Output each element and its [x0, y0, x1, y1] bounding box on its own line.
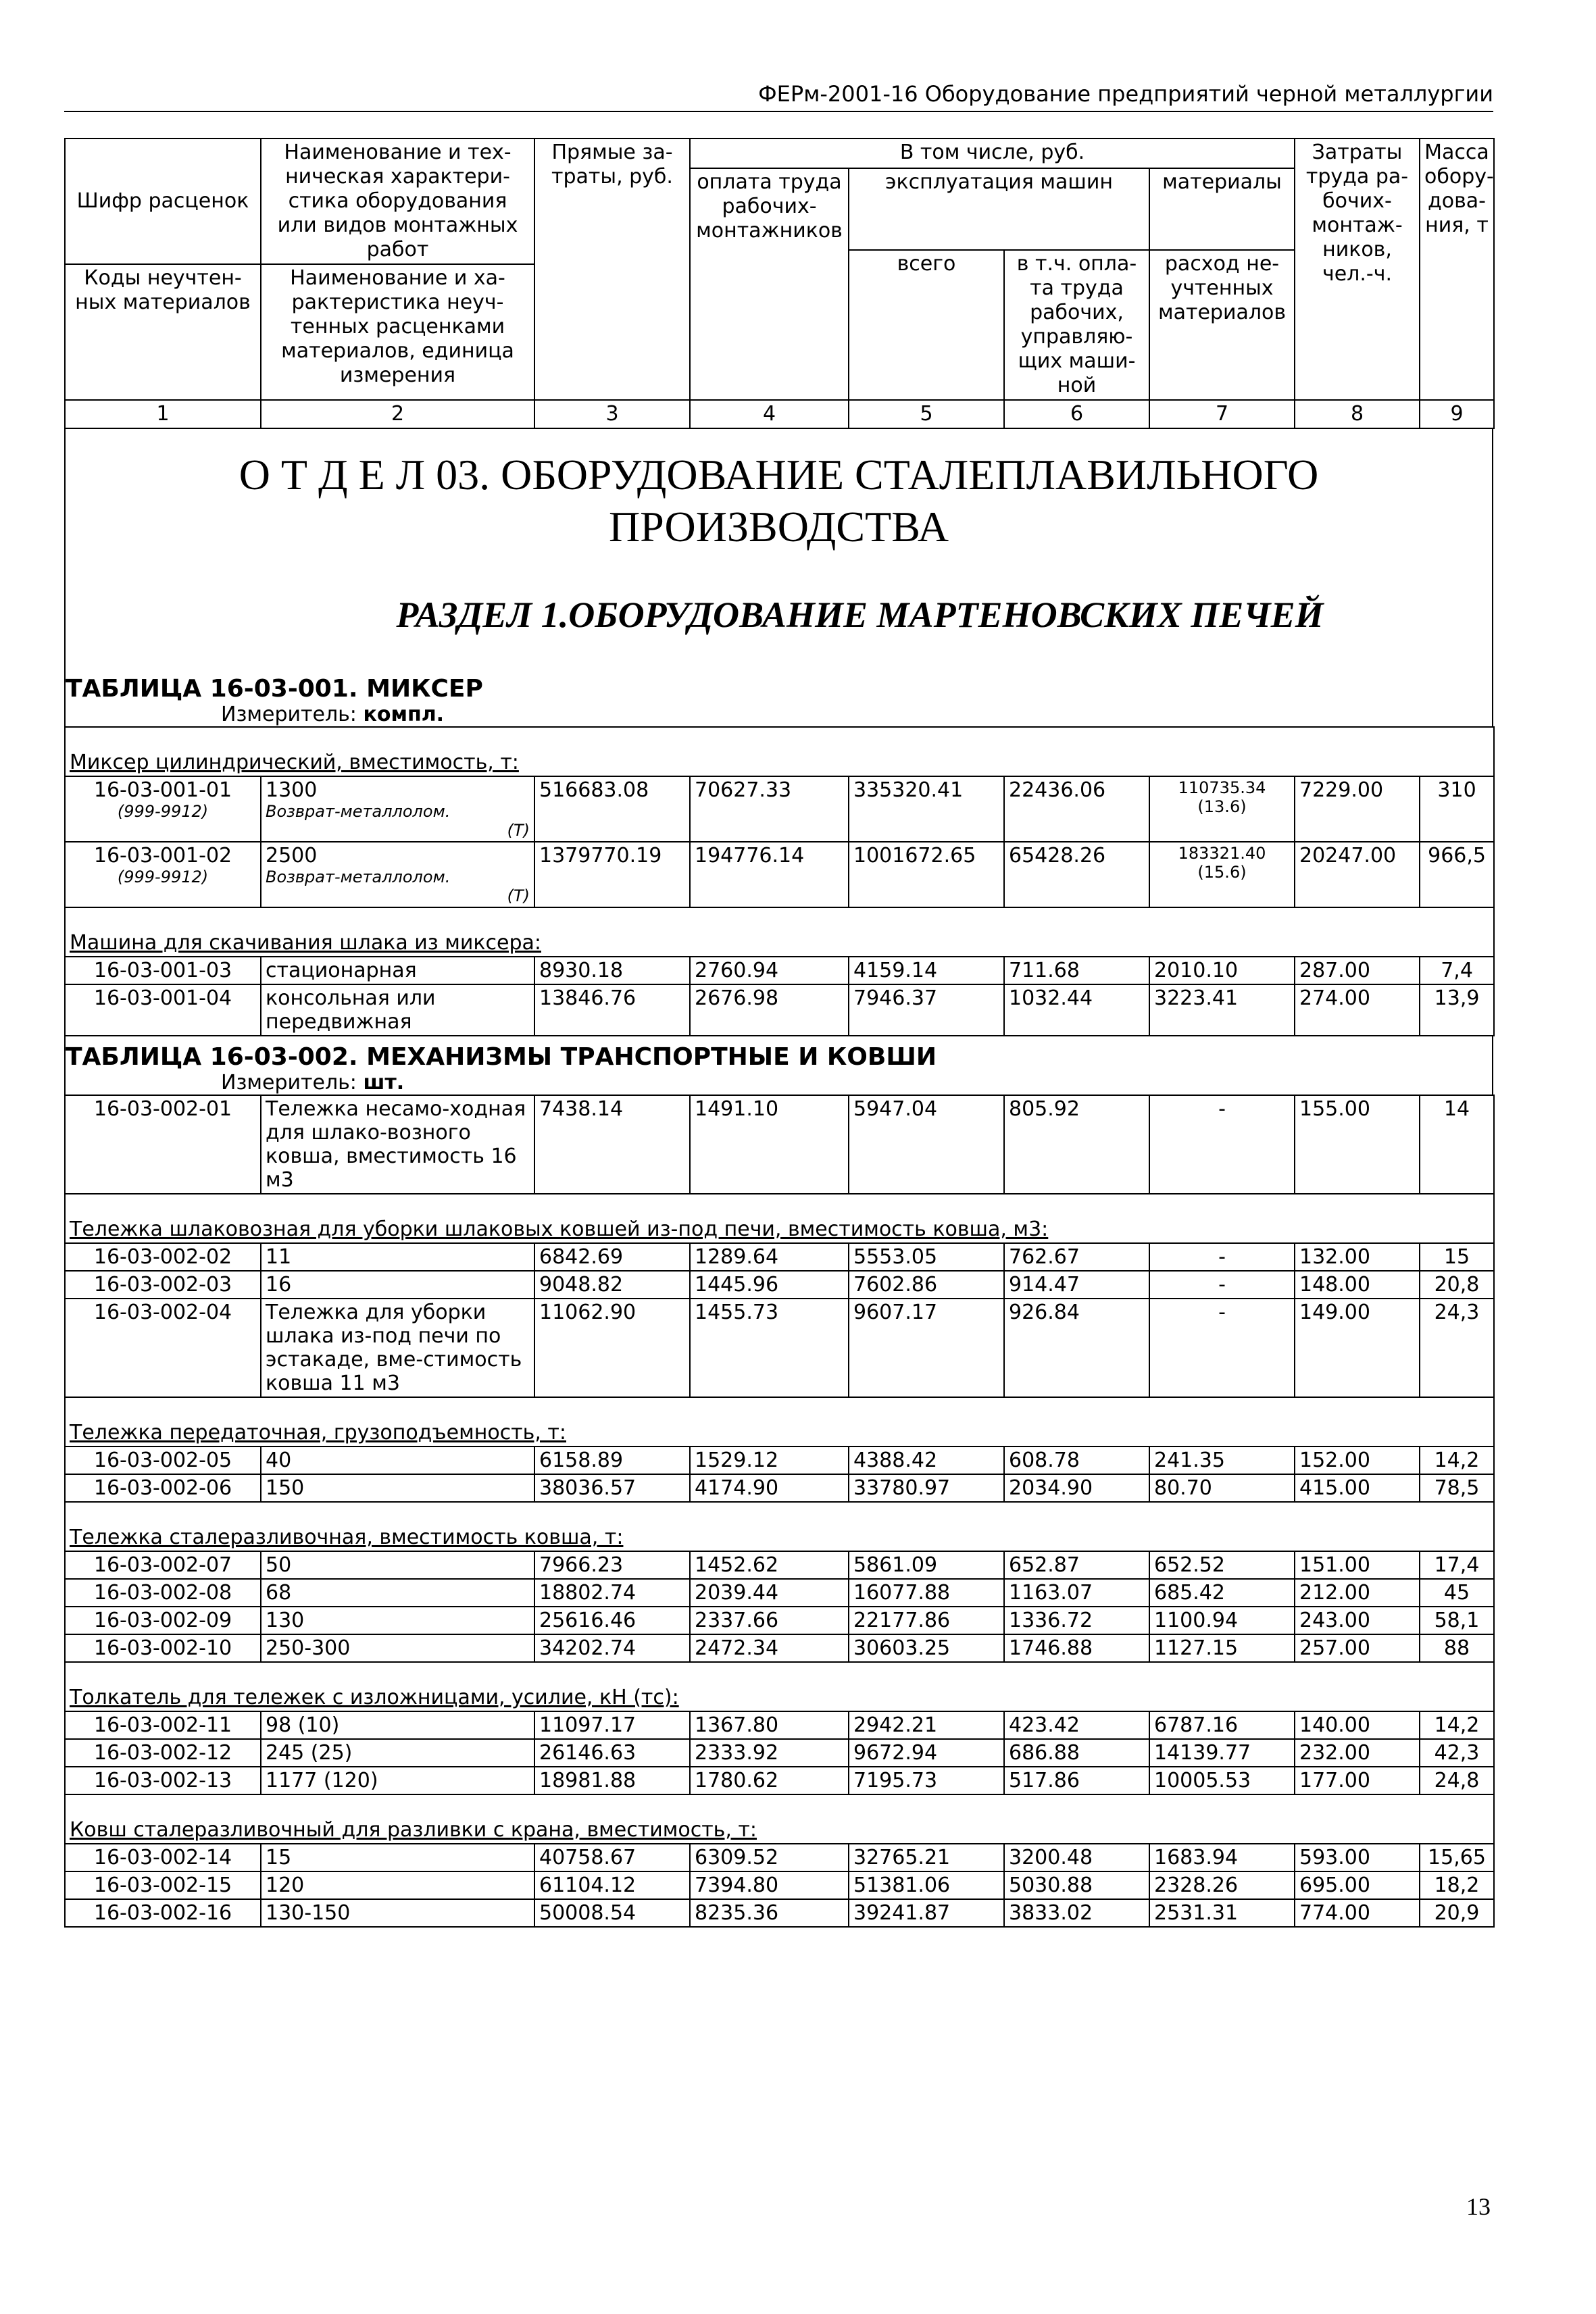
header-code-bottom: Коды неучтен-ных материалов — [65, 264, 261, 400]
value-c8: 155.00 — [1295, 1095, 1420, 1194]
value-c6: 652.87 — [1004, 1551, 1149, 1579]
value-c3: 11062.90 — [534, 1299, 690, 1397]
header-direct-costs: Прямые за-траты, руб. — [534, 139, 690, 400]
group-title: Миксер цилиндрический, вместимость, т: — [65, 727, 1494, 776]
value-c6: 711.68 — [1004, 957, 1149, 984]
value-c3: 11097.17 — [534, 1711, 690, 1739]
value-c5: 9672.94 — [849, 1739, 1004, 1767]
header-labor: оплата труда рабочих-монтажников — [690, 168, 849, 400]
value-c8: 152.00 — [1295, 1447, 1420, 1474]
table1-body — [64, 726, 1495, 1036]
table-row — [65, 1844, 1494, 1871]
value-c3: 13846.76 — [534, 984, 690, 1036]
rate-code: 16-03-002-11 — [65, 1711, 261, 1739]
group-row — [65, 907, 1494, 957]
value-c9: 78,5 — [1420, 1474, 1494, 1502]
material-unit: (Т) — [507, 886, 530, 905]
work-name: консольная или передвижная — [261, 984, 534, 1036]
header-name-bottom: Наименование и ха-рактеристика неуч-тенных расценками материалов, единица измерения — [261, 264, 534, 400]
value-c7-cell — [1149, 842, 1295, 907]
table-row — [65, 1095, 1494, 1194]
value-c9: 58,1 — [1420, 1607, 1494, 1634]
value-c9: 20,9 — [1420, 1899, 1494, 1927]
value-c6: 22436.06 — [1004, 776, 1149, 842]
value-c7: 2328.26 — [1149, 1871, 1295, 1899]
otdel-line: ПРОИЗВОДСТВА — [608, 502, 949, 551]
value-c3: 6842.69 — [534, 1243, 690, 1271]
rate-code: 16-03-002-12 — [65, 1739, 261, 1767]
rate-code: 16-03-002-16 — [65, 1899, 261, 1927]
work-name: 120 — [261, 1871, 534, 1899]
table-row — [65, 1634, 1494, 1662]
col-number: 3 — [534, 400, 690, 428]
col-number: 8 — [1295, 400, 1420, 428]
table1-title: ТАБЛИЦА 16-03-001. МИКСЕР — [66, 674, 483, 703]
table-row — [65, 1767, 1494, 1794]
value-c4: 2472.34 — [690, 1634, 849, 1662]
value-c9: 88 — [1420, 1634, 1494, 1662]
rate-code: 16-03-001-02 — [93, 843, 232, 867]
header-machines-labor: в т.ч. опла-та труда рабочих, управляю-щих маши-ной — [1004, 250, 1149, 400]
value-c7-cell — [1149, 776, 1295, 842]
rate-code: 16-03-002-05 — [65, 1447, 261, 1474]
work-name: 2500 — [266, 843, 318, 867]
table-row — [65, 1271, 1494, 1299]
table-row — [65, 1474, 1494, 1502]
work-name: 245 (25) — [261, 1739, 534, 1767]
measure-unit: шт. — [363, 1070, 405, 1095]
value-c5: 5861.09 — [849, 1551, 1004, 1579]
header-table — [64, 138, 1495, 429]
col-number: 1 — [65, 400, 261, 428]
rate-code: 16-03-002-09 — [65, 1607, 261, 1634]
header-incl: В том числе, руб. — [690, 139, 1295, 168]
value-c6: 1163.07 — [1004, 1579, 1149, 1607]
value-c4: 1445.96 — [690, 1271, 849, 1299]
table-row — [65, 957, 1494, 984]
value-c7: 14139.77 — [1149, 1739, 1295, 1767]
value-c9: 18,2 — [1420, 1871, 1494, 1899]
work-name: 130 — [261, 1607, 534, 1634]
value-c6: 926.84 — [1004, 1299, 1149, 1397]
value-c3: 18981.88 — [534, 1767, 690, 1794]
rate-code: 16-03-001-04 — [65, 984, 261, 1036]
material-note: Возврат-металлолом. — [266, 867, 451, 886]
value-c3: 1379770.19 — [534, 842, 690, 907]
value-c7-material: (15.6) — [1197, 862, 1247, 882]
value-c7: 2531.31 — [1149, 1899, 1295, 1927]
value-c5: 4159.14 — [849, 957, 1004, 984]
value-c7: 6787.16 — [1149, 1711, 1295, 1739]
value-c6: 805.92 — [1004, 1095, 1149, 1194]
col-number: 9 — [1420, 400, 1494, 428]
rate-code: 16-03-002-15 — [65, 1871, 261, 1899]
value-c4: 2676.98 — [690, 984, 849, 1036]
rate-code: 16-03-002-02 — [65, 1243, 261, 1271]
value-c3: 8930.18 — [534, 957, 690, 984]
table-row — [65, 984, 1494, 1036]
table-row — [65, 1579, 1494, 1607]
table2-measure — [66, 1071, 1492, 1095]
value-c9: 20,8 — [1420, 1271, 1494, 1299]
value-c7: - — [1149, 1271, 1295, 1299]
value-c4: 2039.44 — [690, 1579, 849, 1607]
table-row — [65, 776, 1494, 842]
value-c7: 110735.34 — [1178, 778, 1266, 797]
measure-label: Измеритель: — [221, 1070, 364, 1095]
page-number: 13 — [1466, 2193, 1491, 2220]
value-c9: 14,2 — [1420, 1447, 1494, 1474]
unaccounted-code: (999-9912) — [117, 801, 209, 821]
group-title: Толкатель для тележек с изложницами, усилие, кН (тс): — [65, 1662, 1494, 1711]
value-c5: 16077.88 — [849, 1579, 1004, 1607]
header-materials-sub: расход не-учтенных материалов — [1149, 250, 1295, 400]
col-number: 5 — [849, 400, 1004, 428]
value-c5: 7602.86 — [849, 1271, 1004, 1299]
value-c7-material: (13.6) — [1197, 797, 1247, 816]
value-c5: 7946.37 — [849, 984, 1004, 1036]
rate-code: 16-03-002-08 — [65, 1579, 261, 1607]
value-c7: 652.52 — [1149, 1551, 1295, 1579]
value-c4: 1491.10 — [690, 1095, 849, 1194]
group-title: Машина для скачивания шлака из миксера: — [65, 907, 1494, 957]
value-c9: 14,2 — [1420, 1711, 1494, 1739]
value-c3: 61104.12 — [534, 1871, 690, 1899]
table-row — [65, 1551, 1494, 1579]
value-c4: 8235.36 — [690, 1899, 849, 1927]
material-unit: (Т) — [507, 820, 530, 840]
value-c8: 20247.00 — [1295, 842, 1420, 907]
table-row — [65, 1899, 1494, 1927]
group-row — [65, 1194, 1494, 1243]
value-c6: 65428.26 — [1004, 842, 1149, 907]
header-mass: Масса обору-дова-ния, т — [1420, 139, 1494, 400]
value-c6: 1336.72 — [1004, 1607, 1149, 1634]
value-c8: 132.00 — [1295, 1243, 1420, 1271]
unaccounted-code: (999-9912) — [117, 867, 209, 886]
value-c4: 6309.52 — [690, 1844, 849, 1871]
value-c5: 5553.05 — [849, 1243, 1004, 1271]
value-c4: 4174.90 — [690, 1474, 849, 1502]
group-row — [65, 1662, 1494, 1711]
work-name: 16 — [261, 1271, 534, 1299]
rate-code: 16-03-002-14 — [65, 1844, 261, 1871]
value-c6: 5030.88 — [1004, 1871, 1149, 1899]
value-c4: 2337.66 — [690, 1607, 849, 1634]
value-c5: 51381.06 — [849, 1871, 1004, 1899]
work-name: стационарная — [261, 957, 534, 984]
value-c4: 2760.94 — [690, 957, 849, 984]
value-c3: 7966.23 — [534, 1551, 690, 1579]
value-c3: 18802.74 — [534, 1579, 690, 1607]
value-c3: 50008.54 — [534, 1899, 690, 1927]
value-c7: 1683.94 — [1149, 1844, 1295, 1871]
otdel-heading — [66, 429, 1492, 560]
value-c8: 7229.00 — [1295, 776, 1420, 842]
value-c8: 695.00 — [1295, 1871, 1420, 1899]
work-name: 98 (10) — [261, 1711, 534, 1739]
group-title: Ковш сталеразливочный для разливки с крана, вместимость, т: — [65, 1794, 1494, 1844]
value-c9: 42,3 — [1420, 1739, 1494, 1767]
value-c8: 257.00 — [1295, 1634, 1420, 1662]
rate-code: 16-03-002-01 — [65, 1095, 261, 1194]
value-c3: 26146.63 — [534, 1739, 690, 1767]
header-machines: эксплуатация машин — [849, 168, 1149, 250]
work-name: Тележка несамо-ходная для шлако-возного ковша, вместимость 16 м3 — [261, 1095, 534, 1194]
value-c5: 22177.86 — [849, 1607, 1004, 1634]
value-c8: 140.00 — [1295, 1711, 1420, 1739]
rate-code: 16-03-002-06 — [65, 1474, 261, 1502]
work-name-cell — [261, 776, 534, 842]
measure-label: Измеритель: — [221, 702, 364, 726]
value-c8: 148.00 — [1295, 1271, 1420, 1299]
group-title: Тележка передаточная, грузоподъемность, т: — [65, 1397, 1494, 1447]
value-c8: 149.00 — [1295, 1299, 1420, 1397]
value-c9: 7,4 — [1420, 957, 1494, 984]
value-c5: 39241.87 — [849, 1899, 1004, 1927]
value-c6: 914.47 — [1004, 1271, 1149, 1299]
value-c9: 45 — [1420, 1579, 1494, 1607]
value-c9: 13,9 — [1420, 984, 1494, 1036]
value-c4: 1455.73 — [690, 1299, 849, 1397]
value-c6: 3200.48 — [1004, 1844, 1149, 1871]
value-c6: 1746.88 — [1004, 1634, 1149, 1662]
table-row — [65, 1739, 1494, 1767]
otdel-line: О Т Д Е Л 03. ОБОРУДОВАНИЕ СТАЛЕПЛАВИЛЬНОГО — [239, 451, 1319, 499]
col-number: 7 — [1149, 400, 1295, 428]
value-c4: 1529.12 — [690, 1447, 849, 1474]
value-c6: 423.42 — [1004, 1711, 1149, 1739]
col-number: 4 — [690, 400, 849, 428]
work-name: 50 — [261, 1551, 534, 1579]
table-row — [65, 1243, 1494, 1271]
value-c7: - — [1149, 1095, 1295, 1194]
value-c6: 1032.44 — [1004, 984, 1149, 1036]
value-c7: 685.42 — [1149, 1579, 1295, 1607]
group-row — [65, 727, 1494, 776]
value-c4: 1780.62 — [690, 1767, 849, 1794]
value-c8: 415.00 — [1295, 1474, 1420, 1502]
rate-code-cell — [65, 842, 261, 907]
value-c4: 70627.33 — [690, 776, 849, 842]
header-machines-total: всего — [849, 250, 1004, 400]
rate-code: 16-03-002-07 — [65, 1551, 261, 1579]
value-c3: 9048.82 — [534, 1271, 690, 1299]
col-number: 2 — [261, 400, 534, 428]
header-materials: материалы — [1149, 168, 1295, 250]
value-c8: 287.00 — [1295, 957, 1420, 984]
value-c5: 33780.97 — [849, 1474, 1004, 1502]
table-row — [65, 1299, 1494, 1397]
group-title: Тележка шлаковозная для уборки шлаковых ковшей из-под печи, вместимость ковша, м3: — [65, 1194, 1494, 1243]
work-name: 1300 — [266, 778, 318, 802]
document-page — [64, 81, 1493, 1928]
work-name: 250-300 — [261, 1634, 534, 1662]
group-title: Тележка сталеразливочная, вместимость ковша, т: — [65, 1502, 1494, 1551]
value-c5: 9607.17 — [849, 1299, 1004, 1397]
value-c4: 1289.64 — [690, 1243, 849, 1271]
section-block — [64, 429, 1493, 726]
value-c8: 151.00 — [1295, 1551, 1420, 1579]
table-row — [65, 1447, 1494, 1474]
group-row — [65, 1794, 1494, 1844]
table2-body — [64, 1095, 1495, 1928]
value-c9: 24,3 — [1420, 1299, 1494, 1397]
value-c6: 517.86 — [1004, 1767, 1149, 1794]
table2-title: ТАБЛИЦА 16-03-002. МЕХАНИЗМЫ ТРАНСПОРТНЫЕ И КОВШИ — [66, 1042, 937, 1071]
work-name-cell — [261, 842, 534, 907]
value-c4: 1367.80 — [690, 1711, 849, 1739]
table-row — [65, 1711, 1494, 1739]
work-name: 150 — [261, 1474, 534, 1502]
work-name: 1177 (120) — [261, 1767, 534, 1794]
rate-code: 16-03-002-10 — [65, 1634, 261, 1662]
header-code: Шифр расценок — [65, 139, 261, 264]
value-c5: 5947.04 — [849, 1095, 1004, 1194]
value-c8: 774.00 — [1295, 1899, 1420, 1927]
work-name: 40 — [261, 1447, 534, 1474]
value-c3: 38036.57 — [534, 1474, 690, 1502]
value-c9: 310 — [1420, 776, 1494, 842]
value-c9: 15 — [1420, 1243, 1494, 1271]
value-c7: 1127.15 — [1149, 1634, 1295, 1662]
work-name: 15 — [261, 1844, 534, 1871]
column-numbers-row — [65, 400, 1494, 428]
value-c7: - — [1149, 1243, 1295, 1271]
value-c6: 3833.02 — [1004, 1899, 1149, 1927]
value-c6: 686.88 — [1004, 1739, 1149, 1767]
table-row — [65, 1871, 1494, 1899]
value-c9: 17,4 — [1420, 1551, 1494, 1579]
rate-code: 16-03-001-01 — [93, 778, 232, 802]
table2-heading-block — [64, 1036, 1493, 1095]
table-row — [65, 1607, 1494, 1634]
value-c5: 4388.42 — [849, 1447, 1004, 1474]
value-c6: 608.78 — [1004, 1447, 1149, 1474]
table1-measure — [66, 703, 1492, 726]
value-c6: 762.67 — [1004, 1243, 1149, 1271]
value-c4: 1452.62 — [690, 1551, 849, 1579]
value-c3: 40758.67 — [534, 1844, 690, 1871]
value-c4: 194776.14 — [690, 842, 849, 907]
value-c8: 177.00 — [1295, 1767, 1420, 1794]
value-c8: 593.00 — [1295, 1844, 1420, 1871]
value-c7: 241.35 — [1149, 1447, 1295, 1474]
running-head: ФЕРм-2001-16 Оборудование предприятий черной металлургии — [64, 81, 1493, 112]
value-c3: 6158.89 — [534, 1447, 690, 1474]
value-c5: 335320.41 — [849, 776, 1004, 842]
rate-code: 16-03-002-03 — [65, 1271, 261, 1299]
value-c5: 7195.73 — [849, 1767, 1004, 1794]
col-number: 6 — [1004, 400, 1149, 428]
value-c8: 243.00 — [1295, 1607, 1420, 1634]
work-name: 130-150 — [261, 1899, 534, 1927]
value-c9: 14 — [1420, 1095, 1494, 1194]
group-row — [65, 1502, 1494, 1551]
header-labor-cost: Затраты труда ра-бочих-монтаж-ников, чел.-ч. — [1295, 139, 1420, 400]
value-c7: 80.70 — [1149, 1474, 1295, 1502]
material-note: Возврат-металлолом. — [266, 801, 451, 821]
value-c5: 30603.25 — [849, 1634, 1004, 1662]
work-name: 68 — [261, 1579, 534, 1607]
value-c5: 1001672.65 — [849, 842, 1004, 907]
value-c7: - — [1149, 1299, 1295, 1397]
measure-unit: компл. — [363, 702, 445, 726]
value-c7: 2010.10 — [1149, 957, 1295, 984]
value-c3: 7438.14 — [534, 1095, 690, 1194]
value-c8: 212.00 — [1295, 1579, 1420, 1607]
value-c4: 7394.80 — [690, 1871, 849, 1899]
value-c9: 966,5 — [1420, 842, 1494, 907]
work-name: 11 — [261, 1243, 534, 1271]
value-c7: 183321.40 — [1178, 843, 1266, 863]
value-c4: 2333.92 — [690, 1739, 849, 1767]
value-c8: 274.00 — [1295, 984, 1420, 1036]
value-c5: 2942.21 — [849, 1711, 1004, 1739]
razdel-heading: РАЗДЕЛ 1.ОБОРУДОВАНИЕ МАРТЕНОВСКИХ ПЕЧЕЙ — [396, 594, 1324, 635]
rate-code: 16-03-001-03 — [65, 957, 261, 984]
value-c3: 34202.74 — [534, 1634, 690, 1662]
rate-code: 16-03-002-13 — [65, 1767, 261, 1794]
group-row — [65, 1397, 1494, 1447]
value-c8: 232.00 — [1295, 1739, 1420, 1767]
value-c3: 25616.46 — [534, 1607, 690, 1634]
value-c7: 1100.94 — [1149, 1607, 1295, 1634]
value-c3: 516683.08 — [534, 776, 690, 842]
header-name: Наименование и тех-ническая характери-стика оборудования или видов монтажных работ — [261, 139, 534, 264]
work-name: Тележка для уборки шлака из-под печи по эстакаде, вме-стимость ковша 11 м3 — [261, 1299, 534, 1397]
value-c7: 3223.41 — [1149, 984, 1295, 1036]
value-c6: 2034.90 — [1004, 1474, 1149, 1502]
table-row — [65, 842, 1494, 907]
value-c7: 10005.53 — [1149, 1767, 1295, 1794]
value-c9: 24,8 — [1420, 1767, 1494, 1794]
value-c5: 32765.21 — [849, 1844, 1004, 1871]
rate-code-cell — [65, 776, 261, 842]
rate-code: 16-03-002-04 — [65, 1299, 261, 1397]
value-c9: 15,65 — [1420, 1844, 1494, 1871]
